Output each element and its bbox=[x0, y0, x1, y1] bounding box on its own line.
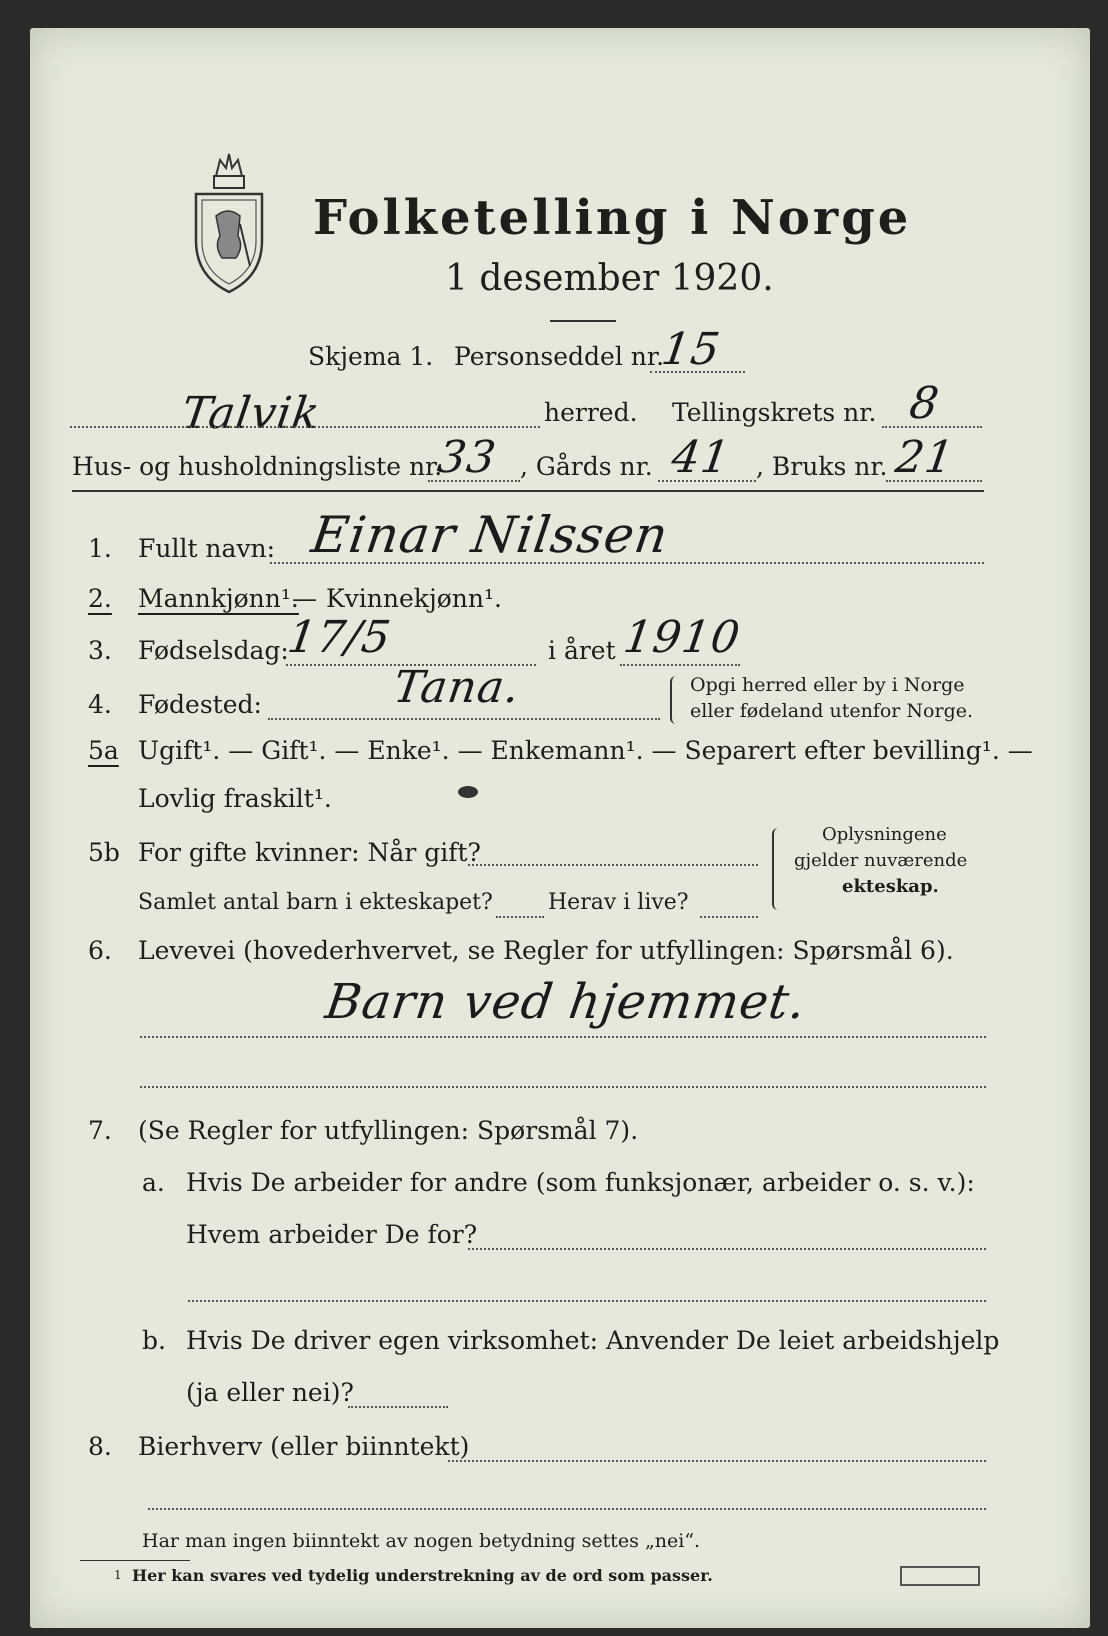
dotted-line bbox=[620, 664, 740, 666]
dotted-line bbox=[148, 1508, 986, 1510]
q2-number: 2. bbox=[88, 584, 112, 613]
q5b-label-2: Samlet antal barn i ekteskapet? bbox=[138, 890, 493, 915]
q8-number: 8. bbox=[88, 1432, 112, 1461]
footnote-text: Her kan svares ved tydelig understrekning av de ord som passer. bbox=[132, 1566, 713, 1585]
dotted-line bbox=[496, 916, 544, 918]
dotted-line bbox=[468, 864, 758, 866]
dotted-line bbox=[140, 1036, 986, 1038]
q1-value: Einar Nilssen bbox=[307, 506, 673, 564]
q2-separator: — bbox=[292, 584, 317, 613]
q5b-note-3: ekteskap. bbox=[842, 876, 939, 897]
q7a-text: Hvis De arbeider for andre (som funksjonær, arbeider o. s. v.): bbox=[186, 1168, 975, 1197]
q1-number: 1. bbox=[88, 534, 112, 563]
q7a-number: a. bbox=[142, 1168, 165, 1197]
tellingskrets-label: Tellingskrets nr. bbox=[672, 398, 877, 427]
q3-year-value: 1910 bbox=[620, 612, 744, 663]
q3-number: 3. bbox=[88, 636, 112, 665]
form-date: 1 desember 1920. bbox=[445, 258, 774, 299]
husliste-label: Hus- og husholdningsliste nr. bbox=[72, 452, 443, 481]
form-title: Folketelling i Norge bbox=[313, 190, 912, 246]
schema-label: Skjema 1. bbox=[308, 342, 434, 371]
dotted-line bbox=[348, 1406, 448, 1408]
bruks-value: 21 bbox=[892, 432, 958, 483]
q7-label: (Se Regler for utfyllingen: Spørsmål 7). bbox=[138, 1116, 639, 1145]
dotted-line bbox=[70, 426, 540, 428]
q5b-label-1: For gifte kvinner: Når gift? bbox=[138, 838, 481, 867]
footer-note: Har man ingen biinntekt av nogen betydning settes „nei“. bbox=[142, 1530, 701, 1552]
q7b-question: (ja eller nei)? bbox=[186, 1378, 354, 1407]
husliste-value: 33 bbox=[434, 432, 500, 483]
coat-of-arms-icon bbox=[188, 146, 270, 296]
q4-note-2: eller fødeland utenfor Norge. bbox=[690, 700, 974, 722]
personseddel-label: Personseddel nr. bbox=[454, 342, 665, 371]
footnote-rule bbox=[80, 1560, 190, 1561]
herred-label: herred. bbox=[544, 398, 638, 427]
q5b-label-3: Herav i live? bbox=[548, 890, 689, 915]
q2-male: Mannkjønn¹. bbox=[138, 584, 299, 613]
q1-label: Fullt navn: bbox=[138, 534, 276, 563]
dotted-line bbox=[140, 1086, 986, 1088]
q7-number: 7. bbox=[88, 1116, 112, 1145]
q3-year-label: i året bbox=[548, 636, 616, 665]
q8-label: Bierhverv (eller biinntekt) bbox=[138, 1432, 470, 1461]
brace bbox=[772, 828, 784, 910]
q4-note-1: Opgi herred eller by i Norge bbox=[690, 674, 965, 696]
bruks-label: , Bruks nr. bbox=[756, 452, 888, 481]
herred-value: Talvik bbox=[178, 388, 324, 439]
dotted-line bbox=[468, 1248, 986, 1250]
q4-value: Tana. bbox=[390, 662, 524, 713]
q5b-number: 5b bbox=[88, 838, 120, 867]
tellingskrets-value: 8 bbox=[906, 378, 943, 429]
q3-label: Fødselsdag: bbox=[138, 636, 289, 665]
brace bbox=[670, 676, 682, 724]
census-form bbox=[30, 28, 1090, 1628]
q6-label: Levevei (hovederhvervet, se Regler for utfyllingen: Spørsmål 6). bbox=[138, 936, 954, 965]
divider bbox=[550, 320, 616, 322]
q7b-number: b. bbox=[142, 1326, 166, 1355]
q5a-number: 5a bbox=[88, 736, 119, 765]
personseddel-value: 15 bbox=[658, 324, 724, 375]
q5b-note-2: gjelder nuværende bbox=[794, 850, 968, 871]
q5a-options: Ugift¹. — Gift¹. — Enke¹. — Enkemann¹. — Separert efter bevilling¹. — bbox=[138, 736, 1033, 765]
gards-label: , Gårds nr. bbox=[520, 452, 653, 481]
q5a-options-2: Lovlig fraskilt¹. bbox=[138, 784, 332, 813]
dotted-line bbox=[188, 1300, 986, 1302]
footnote-mark: 1 bbox=[114, 1568, 122, 1582]
q6-value: Barn ved hjemmet. bbox=[322, 974, 810, 1030]
gards-value: 41 bbox=[668, 432, 734, 483]
dotted-line bbox=[268, 718, 660, 720]
q7a-question: Hvem arbeider De for? bbox=[186, 1220, 478, 1249]
q3-value: 17/5 bbox=[284, 612, 395, 663]
q4-label: Fødested: bbox=[138, 690, 262, 719]
q5b-note-1: Oplysningene bbox=[822, 824, 947, 845]
q7b-text: Hvis De driver egen virksomhet: Anvender De leiet arbeidshjelp bbox=[186, 1326, 1000, 1355]
dotted-line bbox=[700, 916, 758, 918]
ink-blot bbox=[458, 786, 478, 798]
q4-number: 4. bbox=[88, 690, 112, 719]
printer-stamp bbox=[900, 1566, 980, 1586]
q6-number: 6. bbox=[88, 936, 112, 965]
dotted-line bbox=[448, 1460, 986, 1462]
q2-female: Kvinnekjønn¹. bbox=[326, 584, 502, 613]
section-divider bbox=[72, 490, 984, 492]
